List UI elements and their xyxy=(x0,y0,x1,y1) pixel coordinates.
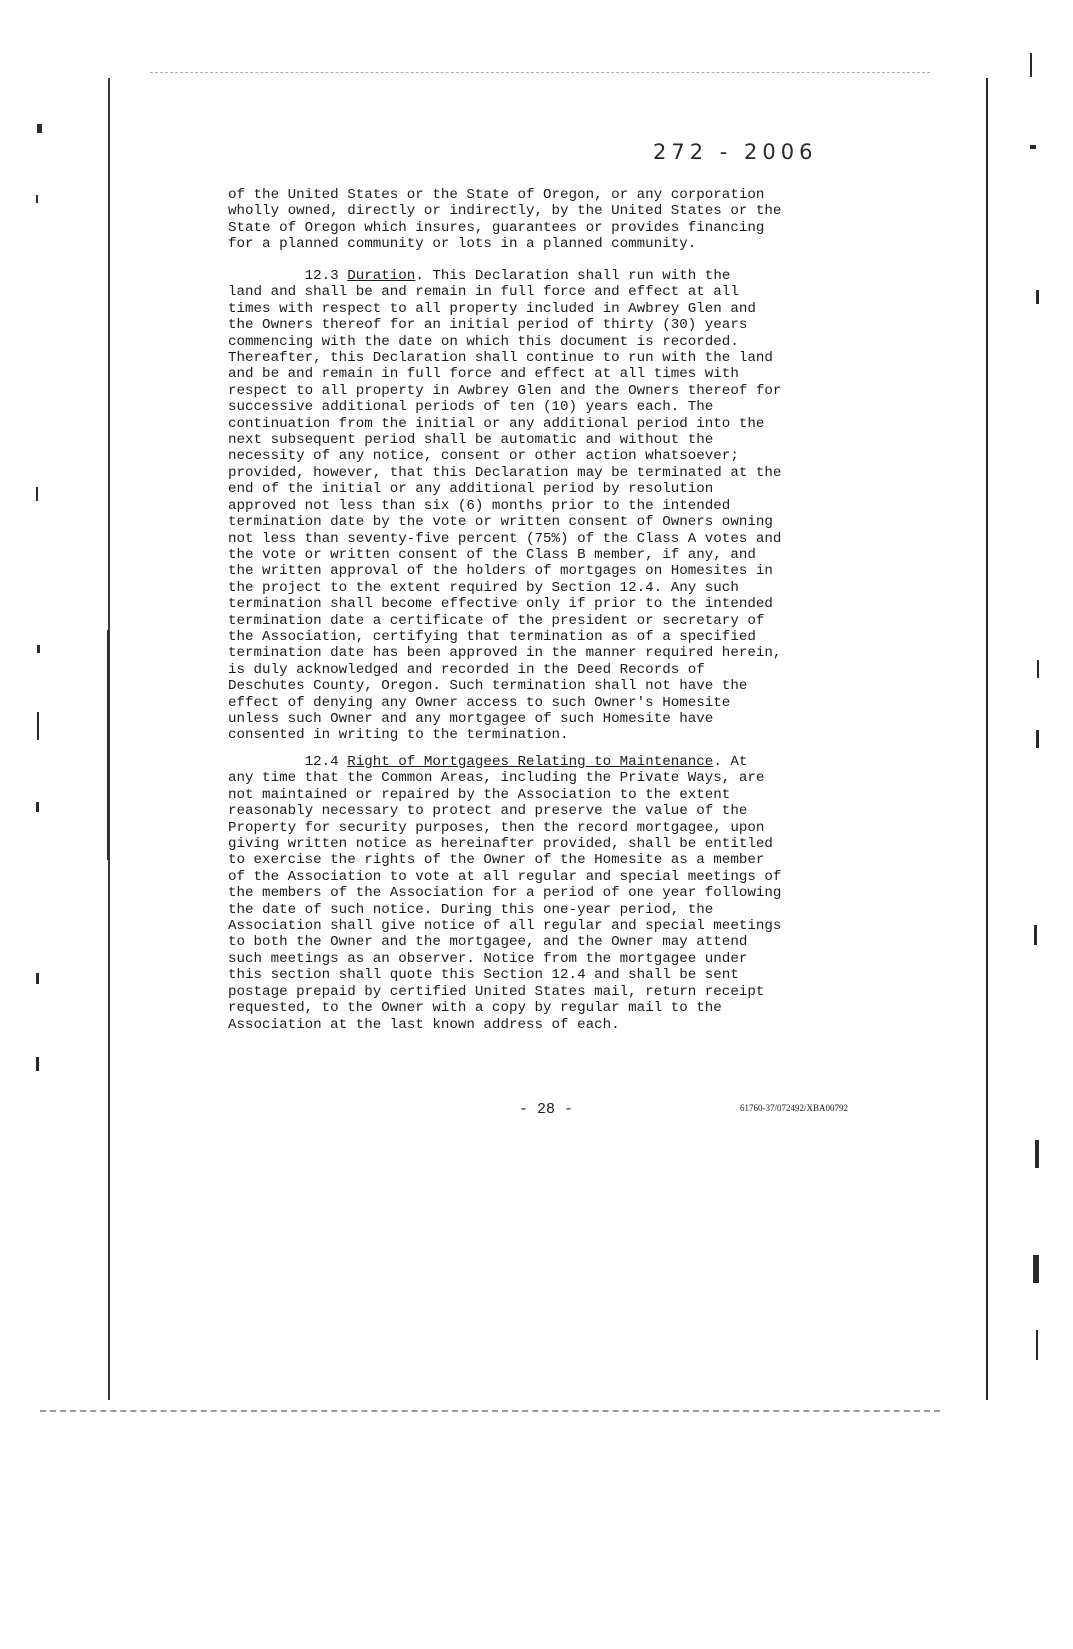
text-line: this section shall quote this Section 12.4 and shall be sent xyxy=(228,967,739,984)
scan-mark xyxy=(1036,1330,1038,1360)
text-line: approved not less than six (6) months prior to the intended xyxy=(228,497,731,514)
scan-mark xyxy=(1036,290,1039,304)
text-line: provided, however, that this Declaration may be terminated at the xyxy=(228,464,782,481)
scan-mark xyxy=(36,487,38,501)
text-line: to exercise the rights of the Owner of the Homesite as a member xyxy=(228,852,765,869)
text-line: Thereafter, this Declaration shall continue to run with the land xyxy=(228,350,773,367)
document-code: 61760-37/072492/XBA00792 xyxy=(740,1103,848,1113)
text-line: requested, to the Owner with a copy by regular mail to the xyxy=(228,1000,722,1017)
text-line: unless such Owner and any mortgagee of such Homesite have xyxy=(228,710,714,727)
section-12-4 xyxy=(228,754,868,1033)
text-line: for a planned community or lots in a planned community. xyxy=(228,236,697,253)
text-line: such meetings as an observer. Notice from the mortgagee under xyxy=(228,950,748,967)
text-line: Association at the last known address of each. xyxy=(228,1016,620,1033)
section-heading: Duration xyxy=(347,268,416,284)
page-number: - 28 - xyxy=(519,1101,574,1118)
text-line: continuation from the initial or any additional period into the xyxy=(228,415,765,432)
text-line: land and shall be and remain in full force and effect at all xyxy=(228,284,739,301)
text-line: and be and remain in full force and effect at all times with xyxy=(228,366,739,383)
text-line: to both the Owner and the mortgagee, and the Owner may attend xyxy=(228,934,748,951)
section-number: 12.3 xyxy=(304,268,339,284)
intro-paragraph xyxy=(228,187,868,253)
text-line: the written approval of the holders of mortgages on Homesites in xyxy=(228,563,773,580)
section-heading: Right of Mortgagees Relating to Maintenance xyxy=(347,754,714,770)
text-line: effect of denying any Owner access to such Owner's Homesite xyxy=(228,694,731,711)
section-first-line-rest: . At xyxy=(713,754,748,770)
text-line: consented in writing to the termination. xyxy=(228,727,569,744)
text-line: Deschutes County, Oregon. Such termination shall not have the xyxy=(228,678,748,695)
text-line: wholly owned, directly or indirectly, by the United States or the xyxy=(228,203,782,220)
scan-mark xyxy=(1030,145,1036,149)
text-line: Association shall give notice of all regular and special meetings xyxy=(228,918,782,935)
text-line: giving written notice as hereinafter provided, shall be entitled xyxy=(228,836,773,853)
scan-mark xyxy=(107,630,109,860)
text-line: respect to all property in Awbrey Glen and the Owners thereof for xyxy=(228,382,782,399)
text-line: termination shall become effective only if prior to the intended xyxy=(228,596,773,613)
text-line: the Owners thereof for an initial period of thirty (30) years xyxy=(228,317,748,334)
section-12-3 xyxy=(228,268,868,744)
scan-mark xyxy=(36,802,39,812)
text-line: State of Oregon which insures, guarantees or provides financing xyxy=(228,219,765,236)
section-first-line xyxy=(228,754,868,770)
section-first-line-rest: . This Declaration shall run with the xyxy=(415,268,731,284)
scan-mark xyxy=(1030,53,1032,77)
scan-mark xyxy=(1036,730,1039,748)
scan-mark xyxy=(36,973,39,984)
scan-mark xyxy=(1035,1140,1039,1168)
text-line: times with respect to all property included in Awbrey Glen and xyxy=(228,300,756,317)
text-line: not maintained or repaired by the Association to the extent xyxy=(228,786,731,803)
text-line: commencing with the date on which this document is recorded. xyxy=(228,333,739,350)
text-line: not less than seventy-five percent (75%) of the Class A votes and xyxy=(228,530,782,547)
scan-mark xyxy=(1034,925,1037,945)
text-line: is duly acknowledged and recorded in the Deed Records of xyxy=(228,661,705,678)
text-line: successive additional periods of ten (10) years each. The xyxy=(228,399,714,416)
text-line: the members of the Association for a period of one year following xyxy=(228,885,782,902)
text-line: the date of such notice. During this one-year period, the xyxy=(228,901,714,918)
text-line: termination date a certificate of the president or secretary of xyxy=(228,612,765,629)
text-line: the Association, certifying that termination as of a specified xyxy=(228,628,756,645)
text-line: next subsequent period shall be automatic and without the xyxy=(228,432,714,449)
text-line: of the United States or the State of Oregon, or any corporation xyxy=(228,187,765,203)
scan-mark xyxy=(37,124,42,133)
scan-mark xyxy=(1037,660,1039,678)
bottom-scan-edge xyxy=(40,1410,940,1412)
section-number: 12.4 xyxy=(304,754,339,770)
text-line: termination date by the vote or written consent of Owners owning xyxy=(228,514,773,531)
text-line: of the Association to vote at all regular and special meetings of xyxy=(228,868,782,885)
section-first-line xyxy=(228,268,868,284)
text-line: any time that the Common Areas, including the Private Ways, are xyxy=(228,770,765,787)
text-line: necessity of any notice, consent or other action whatsoever; xyxy=(228,448,739,465)
text-line: reasonably necessary to protect and preserve the value of the xyxy=(228,803,748,820)
text-line: the project to the extent required by Section 12.4. Any such xyxy=(228,579,739,596)
top-scan-edge xyxy=(150,72,930,73)
text-line: end of the initial or any additional period by resolution xyxy=(228,481,714,498)
text-line: the vote or written consent of the Class B member, if any, and xyxy=(228,546,756,563)
scan-mark xyxy=(36,1057,39,1071)
text-line: Property for security purposes, then the record mortgagee, upon xyxy=(228,819,765,836)
scan-mark xyxy=(37,712,39,740)
text-line: termination date has been approved in the manner required herein, xyxy=(228,645,782,662)
scan-mark xyxy=(1033,1255,1039,1283)
scan-mark xyxy=(36,195,38,203)
scan-mark xyxy=(37,645,40,653)
text-line: postage prepaid by certified United States mail, return receipt xyxy=(228,983,765,1000)
recording-number: 272 - 2006 xyxy=(653,140,818,164)
